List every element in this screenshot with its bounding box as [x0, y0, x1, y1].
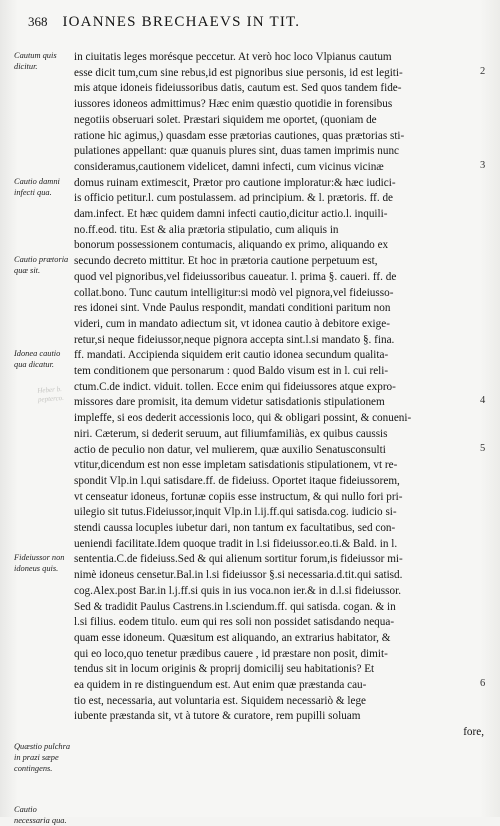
- text-line: actio de peculio non datur, vel mulierem, quæ auxilio Senatusconsulti: [74, 443, 386, 456]
- text-line: esse dicit tum,cum sine rebus,id est pignoribus siue personis, id est legiti-: [74, 66, 403, 79]
- text-line: consideramus,cautionem videlicet, damni infecti, cum vicinus vicinæ: [74, 160, 384, 173]
- text-line: pulationes appellant: quæ quanuis plures sint, duas tamen imprimis nunc: [74, 145, 400, 158]
- text-line: in ciuitatis leges morésque peccetur. At verò hoc loco Vlpianus cautum: [74, 51, 392, 63]
- line-marker: 6: [480, 678, 486, 689]
- margin-note: Quæstio pulchra in prazi sæpe contingens.: [14, 741, 71, 773]
- margin-note: Cautio damni infecti qua.: [14, 176, 60, 197]
- text-line: collat.bono. Tunc cautum intelligitur:si modò vel pignora,vel fideiusso-: [74, 286, 394, 299]
- line-marker: 2: [480, 65, 486, 77]
- text-line: quod vel pignoribus,vel fideiussoribus caueatur. l. prima §. caueri. ff. de: [74, 270, 397, 283]
- margin-note: Cautio prætoria quæ sit.: [14, 255, 69, 276]
- bleed-through-text: Heber b. pepterco.: [37, 385, 65, 404]
- text-line: stendi caussa locuples iubetur dari, non tantum ex facultatibus, sed con-: [74, 522, 396, 534]
- text-line: tendus sit in locum originis & proprij domicilij seu habitationis? Et: [74, 663, 375, 676]
- text-line: negotiis obseruari solet. Præstari siquidem me oportet, (quoniam de: [74, 113, 377, 126]
- text-line: uilegio sit tutus.Fideiussor,inquit Vlp.in l.ij.ff.qui satisda.cog. iudicio si-: [74, 506, 397, 519]
- text-line: mis atque idoneis fideiussoribus datis, cautum est. Sed quos tandem fide-: [74, 82, 402, 95]
- text-line: secundo decreto mittitur. Et hoc in prætoria cautione perpetuum est,: [74, 255, 378, 268]
- text-line: iubente præstanda sit, vt à tutore & curatore, rem pupilli soluam: [74, 710, 361, 723]
- text-line: sententia.C.de fideiuss.Sed & qui alienum sortitur forum,is fideiussor mi-: [74, 553, 403, 566]
- text-line: tem conditionem que personarum : quod Baldo visum est in l. cui reli-: [74, 365, 389, 377]
- text-line: domus ruinam extimescit, Prætor pro cautione imploratur:& hæc iudici-: [74, 176, 396, 189]
- text-line: fore,: [463, 726, 484, 739]
- text-line: videri, cum in mandato adiectum sit, vt idonea cautio à debitore exige-: [74, 317, 390, 330]
- text-line: l.si filius. eodem titulo. eum qui res soli non possidet satisdando nequa-: [74, 616, 395, 629]
- text-line: ctum.C.de indict. viduit. tollen. Ecce enim qui fideiussores atque expro-: [74, 380, 396, 393]
- line-marker: 3: [480, 159, 486, 171]
- text-line: ea quidem in re distinguendum est. Aut enim quæ præstanda cau-: [74, 679, 367, 691]
- text-line: missores dare promisit, ita demum videtur satisdationis stipulationem: [74, 396, 385, 409]
- text-line: spondit Vlp.in l.qui satisdare.ff. de fideiuss. Oportet itaque fideiussorem,: [74, 474, 400, 487]
- text-line: ratione hic agimus,) quasdam esse prætorias cautiones, quas prætorias sti-: [74, 129, 405, 142]
- text-line: niri. Cæterum, si dederit seruum, aut filiumfamiliàs, ex quibus caussis: [74, 427, 388, 440]
- text-line: tio est, necessaria, aut voluntaria est. Siquidem necessariò & lege: [74, 694, 367, 707]
- text-line: cog.Alex.post Bar.in l.j.ff.si quis in ius voca.non ier.& in d.l.si fideiussor.: [74, 584, 402, 597]
- line-marker: 4: [480, 395, 486, 407]
- text-line: vt censeatur idoneus, fortunæ copiis esse instructum, & qui nullo fori pri-: [74, 490, 403, 503]
- text-line: iussores idoneos admittimus? Hæc enim quæstio quotidie in forensibus: [74, 98, 393, 111]
- text-line: ueniendi facilitate.Idem quoque tradit in l.si fideiussor.eo.ti.& Bald. in l.: [74, 537, 398, 550]
- text-line: ff. mandati. Accipienda siquidem erit cautio idonea secundum qualita-: [74, 349, 389, 362]
- text-line: no.ff.eod. titu. Est & alia prætoria stipulatio, cum aliquis in: [74, 223, 339, 236]
- text-line: nimè idoneus censetur.Bal.in l.si fideiussor §.si necessaria.d.tit.qui satisd.: [74, 569, 403, 582]
- page-number: 368: [28, 14, 48, 29]
- text-line: impleffe, si eos dederit accessionis loco, qui & obligari possint, & conueni-: [74, 412, 412, 425]
- line-marker: 5: [480, 442, 486, 454]
- text-line: bonorum possessionem contumacis, aliquando ex primo, aliquando ex: [74, 239, 389, 252]
- text-line: qui eo loco,quo tenetur prædibus cauere , id præstare non posit, dimit-: [74, 647, 388, 660]
- text-line: vtitur,dicendum est non esse impletam satisdationis stipulationem, vt re-: [74, 459, 398, 472]
- margin-note: Cautio necessaria qua.: [14, 804, 67, 825]
- running-title: IOANNES BRECHAEVS IN TIT.: [62, 14, 301, 30]
- text-line: is officio petitur.l. cum postulassem. ad principium. & l. prætoris. ff. de: [74, 192, 394, 205]
- text-line: Sed & tradidit Paulus Castrens.in l.sciendum.ff. qui satisda. cogan. & in: [74, 600, 396, 613]
- margin-note: Idonea cautio qua dicatur.: [14, 349, 61, 370]
- margin-note: Cautum quis dicitur.: [14, 51, 57, 71]
- text-line: retur,si neque fideiussor,neque pignora accepta sint.l.si mandato §. fina.: [74, 333, 395, 346]
- text-line: dam.infect. Et hæc quidem damni infecti cautio,dicitur actio.l. inquili-: [74, 208, 388, 220]
- text-line: res idonei sint. Vnde Paulus respondit, mandati conditioni paritum non: [74, 302, 391, 315]
- text-line: quam esse idoneum. Quæsitum est aliquando, an extrarius habitator, &: [74, 631, 391, 644]
- margin-note: Fideiussor non idoneus quis.: [14, 553, 65, 574]
- running-head: [28, 14, 478, 31]
